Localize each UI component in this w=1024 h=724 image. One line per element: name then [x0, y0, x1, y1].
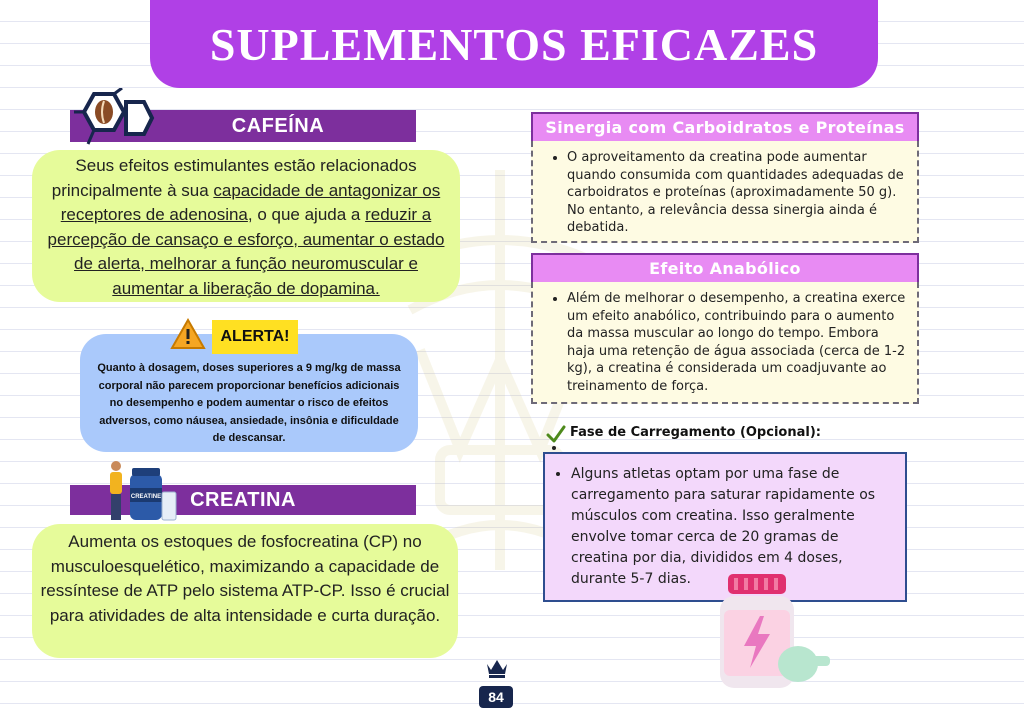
creatina-description [32, 524, 458, 658]
creatina-text: Aumenta os estoques de fosfocreatina (CP) no musculoesquelético, maximizando a capacidade de ressíntese de ATP pelo sistema ATP-CP. Isso é crucial para atividades de alta intensidade e curta duração. [40, 532, 450, 625]
creatina-heading: CREATINA [190, 488, 296, 511]
cafeina-description [32, 150, 460, 302]
empty-bullet [552, 446, 556, 450]
page-title: SUPLEMENTOS EFICAZES [209, 18, 819, 70]
anabolico-heading-text: Efeito Anabólico [649, 259, 801, 278]
carregamento-item: • Alguns atletas optam por uma fase de carregamento para saturar rapidamente os músculos com creatina. Isso geralmente envolve tomar cerca de 20 gramas de creatina por dia, divididos em 4 doses, durante 5-7 dias. [571, 464, 893, 590]
carregamento-heading: Fase de Carregamento (Opcional): [570, 425, 821, 440]
title-banner [150, 0, 878, 88]
anabolico-body [531, 282, 919, 404]
check-icon [546, 424, 566, 444]
warning-icon [170, 318, 206, 350]
cafeina-text-1: Seus efeitos estimulantes estão relacionados principalmente à sua [51, 156, 417, 200]
coffee-molecule-icon [70, 88, 162, 154]
sinergia-heading-text: Sinergia com Carboidratos e Proteínas [545, 118, 905, 137]
sinergia-item: • O aproveitamento da creatina pode aumentar quando consumida com quantidades adequadas de carboidratos e proteínas (aproximadamente 50 g). No entanto, a relevância dessa sinergia ainda é debatida. [567, 149, 911, 237]
cafeina-text-2: , o que ajuda a [247, 205, 366, 224]
product-label: CREATINE [130, 494, 162, 500]
athlete-supplement-icon [104, 458, 178, 524]
crown-logo-icon [484, 656, 510, 680]
alert-label: ALERTA! [212, 320, 298, 354]
cafeina-heading: CAFEÍNA [231, 114, 325, 137]
cafeina-highlight-1: capacidade de antagonizar os receptores de adenosina [60, 180, 441, 224]
page-number: 84 [479, 686, 513, 708]
anabolico-heading [531, 253, 919, 284]
cafeina-highlight-2: reduzir a percepção de cansaço e esforço, aumentar o estado de alerta, melhorar a função neuromuscular e aumentar a liberação de dopamina. [47, 205, 445, 298]
supplement-jar-icon [714, 572, 832, 690]
anabolico-item: • Além de melhorar o desempenho, a creatina exerce um efeito anabólico, contribuindo para o aumento da massa muscular ao longo do tempo. Embora haja uma retenção de água associada (cerca de 1-2 kg), a creatina é considerada um coadjuvante ao treinamento de força. [567, 290, 909, 395]
alert-text: Quanto à dosagem, doses superiores a 9 mg/kg de massa corporal não parecem proporcionar benefícios adicionais no desempenho e podem aumentar o risco de efeitos adversos, como náusea, ansiedade, insônia e dificuldade de descansar. [97, 362, 401, 444]
sinergia-body [531, 141, 919, 243]
sinergia-heading [531, 112, 919, 143]
